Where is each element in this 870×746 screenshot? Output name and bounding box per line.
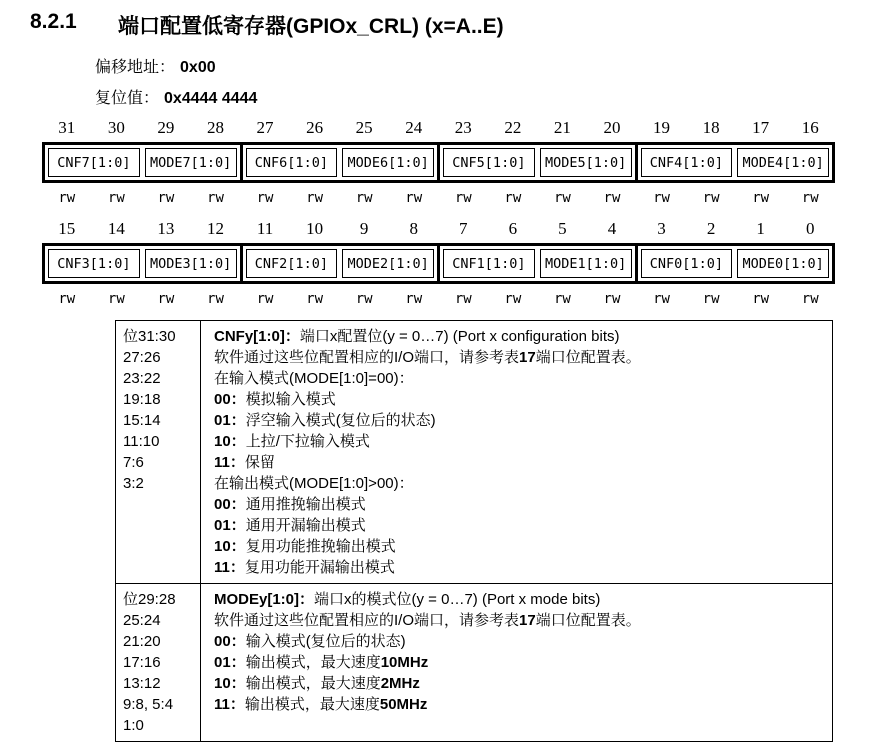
description-line: [214, 694, 832, 715]
access-label: rw: [58, 291, 76, 307]
bit-number: 27: [256, 118, 274, 137]
bit-field-cell: CNF5[1:0]: [443, 148, 535, 177]
bit-number: 5: [558, 219, 567, 238]
bit-field-cell: MODE2[1:0]: [342, 249, 434, 278]
offset-address-value: 0x00: [180, 59, 216, 76]
access-label: rw: [653, 291, 670, 307]
bold-text: 2MHz: [380, 675, 420, 692]
access-label: rw: [454, 291, 472, 307]
nibble-group: [243, 145, 441, 180]
plain-text: 端口位配置表。: [535, 612, 641, 629]
bit-field-cell: CNF2[1:0]: [246, 249, 338, 278]
bit-number: 29: [157, 118, 175, 137]
bold-text: 17: [519, 612, 536, 629]
description-line: [214, 536, 832, 557]
bit-range: 23:22: [123, 370, 161, 387]
bit-fields-row-1: [42, 243, 835, 284]
access-label: rw: [207, 190, 224, 206]
bit-number: 16: [801, 118, 819, 137]
access-label: rw: [306, 190, 324, 206]
access-label: rw: [207, 291, 224, 307]
description-line: [214, 494, 832, 515]
description-line: [214, 631, 832, 652]
bit-range: 位29:28: [123, 591, 176, 608]
bold-text: 17: [519, 349, 536, 366]
description-line: [214, 452, 832, 473]
plain-text: 通用推挽输出模式: [245, 496, 366, 513]
bit-range-cell: [116, 321, 201, 583]
description-line: [214, 610, 832, 631]
bold-text: 01：: [214, 517, 246, 534]
bit-number: 14: [107, 219, 125, 238]
access-label: rw: [405, 291, 423, 307]
description-line: [214, 389, 832, 410]
bold-text: 11：: [214, 696, 245, 713]
bit-number: 1: [756, 219, 765, 238]
plain-text: 在输入模式(MODE[1:0]=00)：: [214, 370, 414, 387]
section-number: 8.2.1: [30, 10, 77, 33]
section-heading: [0, 0, 870, 40]
bit-number: 11: [256, 219, 274, 238]
bit-number: 28: [206, 118, 224, 137]
plain-text: 软件通过这些位配置相应的I/O端口，请参考表: [214, 612, 520, 629]
access-label: rw: [107, 190, 125, 206]
field-description-cell: [201, 321, 832, 583]
description-row-0: [116, 321, 832, 584]
bit-numbers-row-1: [42, 219, 835, 239]
bit-field-cell: CNF1[1:0]: [443, 249, 535, 278]
bit-field-cell: CNF0[1:0]: [641, 249, 733, 278]
bit-field-cell: MODE0[1:0]: [737, 249, 829, 278]
bold-text: 00：: [214, 391, 246, 408]
access-label: rw: [454, 190, 472, 206]
access-row-0: [42, 190, 835, 206]
bit-number: 12: [206, 219, 224, 238]
bit-range: 17:16: [123, 654, 161, 671]
bit-number: 25: [355, 118, 373, 137]
plain-text: 浮空输入模式(复位后的状态): [245, 412, 436, 429]
plain-text: 在输出模式(MODE[1:0]>00)：: [214, 475, 414, 492]
bit-field-cell: CNF6[1:0]: [246, 148, 338, 177]
bold-text: 10MHz: [380, 654, 429, 671]
access-label: rw: [157, 291, 175, 307]
bit-range: 15:14: [123, 412, 161, 429]
bold-text: CNFy[1:0]：: [214, 328, 300, 345]
access-label: rw: [355, 190, 373, 206]
register-meta: [95, 54, 870, 108]
bold-text: 10：: [214, 675, 246, 692]
access-label: rw: [58, 190, 76, 206]
description-line: [214, 326, 832, 347]
access-label: rw: [306, 291, 324, 307]
plain-text: 输入模式(复位后的状态): [245, 633, 406, 650]
access-label: rw: [801, 190, 819, 206]
access-label: rw: [702, 190, 720, 206]
bit-field-cell: MODE4[1:0]: [737, 148, 829, 177]
register-diagram: [42, 118, 835, 307]
plain-text: 上拉/下拉输入模式: [245, 433, 370, 450]
description-line: [214, 410, 832, 431]
bit-number: 31: [58, 118, 76, 137]
bit-range: 7:6: [123, 454, 144, 471]
bit-number: 30: [107, 118, 125, 137]
access-label: rw: [157, 190, 175, 206]
plain-text: 通用开漏输出模式: [245, 517, 366, 534]
plain-text: 端口x配置位(y = 0…7) (Port x configuration bits): [299, 328, 620, 345]
bit-number: 19: [653, 118, 671, 137]
description-line: [214, 473, 832, 494]
bit-number: 0: [805, 219, 815, 238]
access-label: rw: [256, 190, 274, 206]
bit-number: 10: [306, 219, 324, 238]
bold-text: 50MHz: [379, 696, 428, 713]
access-label: rw: [801, 291, 819, 307]
access-label: rw: [752, 291, 770, 307]
bold-text: 01：: [214, 654, 246, 671]
bit-number: 18: [702, 118, 720, 137]
bit-range: 11:10: [123, 433, 160, 450]
description-line: [214, 347, 832, 368]
bit-field-cell: CNF4[1:0]: [641, 148, 733, 177]
access-label: rw: [702, 291, 720, 307]
bit-field-cell: MODE6[1:0]: [342, 148, 434, 177]
bit-range: 13:12: [123, 675, 161, 692]
plain-text: 输出模式，最大速度: [245, 654, 381, 671]
access-row-1: [42, 291, 835, 307]
bit-range-cell: [116, 584, 201, 741]
bit-fields-row-0: [42, 142, 835, 183]
bit-field-cell: MODE5[1:0]: [540, 148, 632, 177]
description-row-1: [116, 584, 832, 741]
bit-range: 位31:30: [123, 328, 176, 345]
plain-text: 软件通过这些位配置相应的I/O端口，请参考表: [214, 349, 520, 366]
bit-number: 22: [504, 118, 522, 137]
bold-text: 00：: [214, 633, 246, 650]
access-label: rw: [653, 190, 670, 206]
description-line: [214, 515, 832, 536]
access-label: rw: [256, 291, 274, 307]
bold-text: 00：: [214, 496, 246, 513]
bit-number: 13: [157, 219, 175, 238]
description-line: [214, 557, 832, 578]
access-label: rw: [752, 190, 770, 206]
bit-range: 9:8, 5:4: [123, 696, 174, 713]
access-label: rw: [553, 291, 571, 307]
bit-number: 23: [454, 118, 472, 137]
access-label: rw: [504, 291, 522, 307]
nibble-group: [440, 145, 638, 180]
description-line: [214, 673, 832, 694]
bold-text: 11：: [214, 559, 245, 576]
bit-field-cell: CNF7[1:0]: [48, 148, 140, 177]
page-title: 端口配置低寄存器(GPIOx_CRL) (x=A..E): [118, 15, 504, 38]
bit-number: 3: [657, 219, 666, 238]
bit-number: 8: [409, 219, 418, 238]
bold-text: 01：: [214, 412, 246, 429]
plain-text: 模拟输入模式: [245, 391, 336, 408]
bit-range: 25:24: [123, 612, 161, 629]
nibble-group: [45, 246, 243, 281]
bold-text: 10：: [214, 433, 246, 450]
bit-range: 3:2: [123, 475, 144, 492]
bit-number: 20: [603, 118, 621, 137]
nibble-group: [638, 246, 833, 281]
bit-field-cell: MODE1[1:0]: [540, 249, 632, 278]
access-label: rw: [603, 190, 621, 206]
bit-number: 9: [359, 219, 369, 238]
access-label: rw: [355, 291, 373, 307]
plain-text: 端口位配置表。: [535, 349, 641, 366]
nibble-group: [45, 145, 243, 180]
reset-value-line: [95, 85, 870, 108]
bit-number: 24: [405, 118, 423, 137]
offset-address-label: 偏移地址：: [95, 59, 176, 76]
description-line: [214, 431, 832, 452]
nibble-group: [638, 145, 833, 180]
bold-text: MODEy[1:0]：: [214, 591, 315, 608]
bold-text: 11：: [214, 454, 245, 471]
bit-field-cell: MODE7[1:0]: [145, 148, 237, 177]
plain-text: 复用功能开漏输出模式: [244, 559, 395, 576]
bit-range: 21:20: [123, 633, 161, 650]
reset-value-value: 0x4444 4444: [164, 90, 258, 107]
access-label: rw: [107, 291, 125, 307]
bit-field-cell: CNF3[1:0]: [48, 249, 140, 278]
plain-text: 输出模式，最大速度: [244, 696, 380, 713]
description-line: [214, 368, 832, 389]
reset-value-label: 复位值：: [95, 90, 160, 107]
access-label: rw: [553, 190, 571, 206]
plain-text: 保留: [244, 454, 275, 471]
access-label: rw: [405, 190, 423, 206]
plain-text: 复用功能推挽输出模式: [245, 538, 396, 555]
nibble-group: [440, 246, 638, 281]
bit-number: 21: [553, 118, 571, 137]
bit-field-cell: MODE3[1:0]: [145, 249, 237, 278]
bit-numbers-row-0: [42, 118, 835, 138]
bit-number: 2: [706, 219, 716, 238]
bit-number: 15: [58, 219, 76, 238]
access-label: rw: [603, 291, 621, 307]
bit-number: 4: [607, 219, 617, 238]
field-description-cell: [201, 584, 832, 741]
plain-text: 端口x的模式位(y = 0…7) (Port x mode bits): [314, 591, 601, 608]
offset-address-line: [95, 54, 870, 77]
bit-number: 6: [508, 219, 518, 238]
bit-number: 26: [306, 118, 324, 137]
description-line: [214, 589, 832, 610]
bit-number: 17: [752, 118, 770, 137]
access-label: rw: [504, 190, 522, 206]
bit-range: 1:0: [123, 717, 144, 734]
bold-text: 10：: [214, 538, 246, 555]
bit-range: 19:18: [123, 391, 161, 408]
plain-text: 输出模式，最大速度: [245, 675, 381, 692]
description-table: [115, 320, 833, 742]
description-line: [214, 652, 832, 673]
bit-number: 7: [459, 219, 468, 238]
nibble-group: [243, 246, 441, 281]
bit-range: 27:26: [123, 349, 161, 366]
